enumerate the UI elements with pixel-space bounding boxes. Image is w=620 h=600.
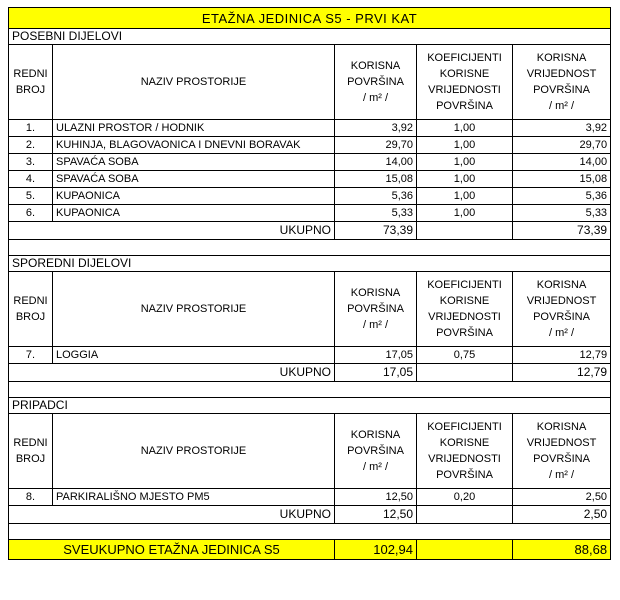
row-number: 3.: [9, 154, 53, 171]
total-coefficient-empty: [417, 506, 513, 524]
row-number: 7.: [9, 347, 53, 364]
room-coefficient: 1,00: [417, 171, 513, 188]
header-korisna-povrsina: KORISNA POVRŠINA / m² /: [335, 272, 417, 347]
room-name: ULAZNI PROSTOR / HODNIK: [53, 120, 335, 137]
spacer-row: [9, 524, 611, 540]
total-row: [9, 364, 611, 382]
room-value: 2,50: [513, 489, 611, 506]
room-area: 12,50: [335, 489, 417, 506]
table-row: [9, 171, 611, 188]
room-area: 29,70: [335, 137, 417, 154]
area-table: [8, 7, 611, 560]
total-label: UKUPNO: [9, 222, 335, 240]
room-name: KUPAONICA: [53, 205, 335, 222]
header-naziv: NAZIV PROSTORIJE: [53, 414, 335, 489]
table-row: [9, 154, 611, 171]
grand-total-coefficient-empty: [417, 540, 513, 560]
sheet-title: ETAŽNA JEDINICA S5 - PRVI KAT: [9, 8, 611, 29]
total-area: 73,39: [335, 222, 417, 240]
room-name: PARKIRALIŠNO MJESTO PM5: [53, 489, 335, 506]
table-row: [9, 347, 611, 364]
room-coefficient: 1,00: [417, 205, 513, 222]
room-coefficient: 0,75: [417, 347, 513, 364]
section-title: POSEBNI DIJELOVI: [9, 29, 611, 45]
row-number: 8.: [9, 489, 53, 506]
room-area: 15,08: [335, 171, 417, 188]
area-calculation-sheet: [8, 7, 610, 560]
room-area: 17,05: [335, 347, 417, 364]
total-coefficient-empty: [417, 222, 513, 240]
header-redni-broj: REDNI BROJ: [9, 272, 53, 347]
header-koeficijenti: KOEFICIJENTI KORISNE VRIJEDNOSTI POVRŠINA: [417, 272, 513, 347]
room-value: 14,00: [513, 154, 611, 171]
header-redni-broj: REDNI BROJ: [9, 45, 53, 120]
room-name: KUPAONICA: [53, 188, 335, 205]
table-row: [9, 489, 611, 506]
room-area: 3,92: [335, 120, 417, 137]
column-header-row: [9, 45, 611, 120]
header-korisna-povrsina: KORISNA POVRŠINA / m² /: [335, 414, 417, 489]
room-coefficient: 1,00: [417, 120, 513, 137]
header-naziv: NAZIV PROSTORIJE: [53, 272, 335, 347]
room-coefficient: 1,00: [417, 154, 513, 171]
room-value: 29,70: [513, 137, 611, 154]
row-number: 2.: [9, 137, 53, 154]
room-value: 12,79: [513, 347, 611, 364]
section-header-row: [9, 29, 611, 45]
room-area: 5,33: [335, 205, 417, 222]
total-coefficient-empty: [417, 364, 513, 382]
table-row: [9, 205, 611, 222]
grand-total-row: [9, 540, 611, 560]
section-header-row: [9, 256, 611, 272]
table-row: [9, 137, 611, 154]
total-area: 12,50: [335, 506, 417, 524]
header-redni-broj: REDNI BROJ: [9, 414, 53, 489]
table-row: [9, 120, 611, 137]
room-name: KUHINJA, BLAGOVAONICA I DNEVNI BORAVAK: [53, 137, 335, 154]
spacer-row: [9, 240, 611, 256]
room-name: LOGGIA: [53, 347, 335, 364]
row-number: 6.: [9, 205, 53, 222]
title-row: [9, 8, 611, 29]
header-korisna-vrijednost: KORISNA VRIJEDNOST POVRŠINA / m² /: [513, 45, 611, 120]
header-korisna-povrsina: KORISNA POVRŠINA / m² /: [335, 45, 417, 120]
row-number: 5.: [9, 188, 53, 205]
room-name: SPAVAĆA SOBA: [53, 154, 335, 171]
grand-total-area: 102,94: [335, 540, 417, 560]
header-naziv: NAZIV PROSTORIJE: [53, 45, 335, 120]
total-label: UKUPNO: [9, 364, 335, 382]
row-number: 1.: [9, 120, 53, 137]
room-coefficient: 1,00: [417, 137, 513, 154]
column-header-row: [9, 272, 611, 347]
room-value: 5,33: [513, 205, 611, 222]
total-value: 12,79: [513, 364, 611, 382]
table-row: [9, 188, 611, 205]
room-area: 14,00: [335, 154, 417, 171]
header-koeficijenti: KOEFICIJENTI KORISNE VRIJEDNOSTI POVRŠINA: [417, 414, 513, 489]
section-header-row: [9, 398, 611, 414]
total-area: 17,05: [335, 364, 417, 382]
room-value: 15,08: [513, 171, 611, 188]
section-title: PRIPADCI: [9, 398, 611, 414]
row-number: 4.: [9, 171, 53, 188]
header-korisna-vrijednost: KORISNA VRIJEDNOST POVRŠINA / m² /: [513, 414, 611, 489]
room-area: 5,36: [335, 188, 417, 205]
section-title: SPOREDNI DIJELOVI: [9, 256, 611, 272]
room-name: SPAVAĆA SOBA: [53, 171, 335, 188]
grand-total-label: SVEUKUPNO ETAŽNA JEDINICA S5: [9, 540, 335, 560]
total-label: UKUPNO: [9, 506, 335, 524]
room-coefficient: 1,00: [417, 188, 513, 205]
room-value: 3,92: [513, 120, 611, 137]
grand-total-value: 88,68: [513, 540, 611, 560]
total-value: 73,39: [513, 222, 611, 240]
total-row: [9, 222, 611, 240]
total-row: [9, 506, 611, 524]
spacer-row: [9, 382, 611, 398]
room-coefficient: 0,20: [417, 489, 513, 506]
total-value: 2,50: [513, 506, 611, 524]
header-koeficijenti: KOEFICIJENTI KORISNE VRIJEDNOSTI POVRŠINA: [417, 45, 513, 120]
column-header-row: [9, 414, 611, 489]
header-korisna-vrijednost: KORISNA VRIJEDNOST POVRŠINA / m² /: [513, 272, 611, 347]
room-value: 5,36: [513, 188, 611, 205]
